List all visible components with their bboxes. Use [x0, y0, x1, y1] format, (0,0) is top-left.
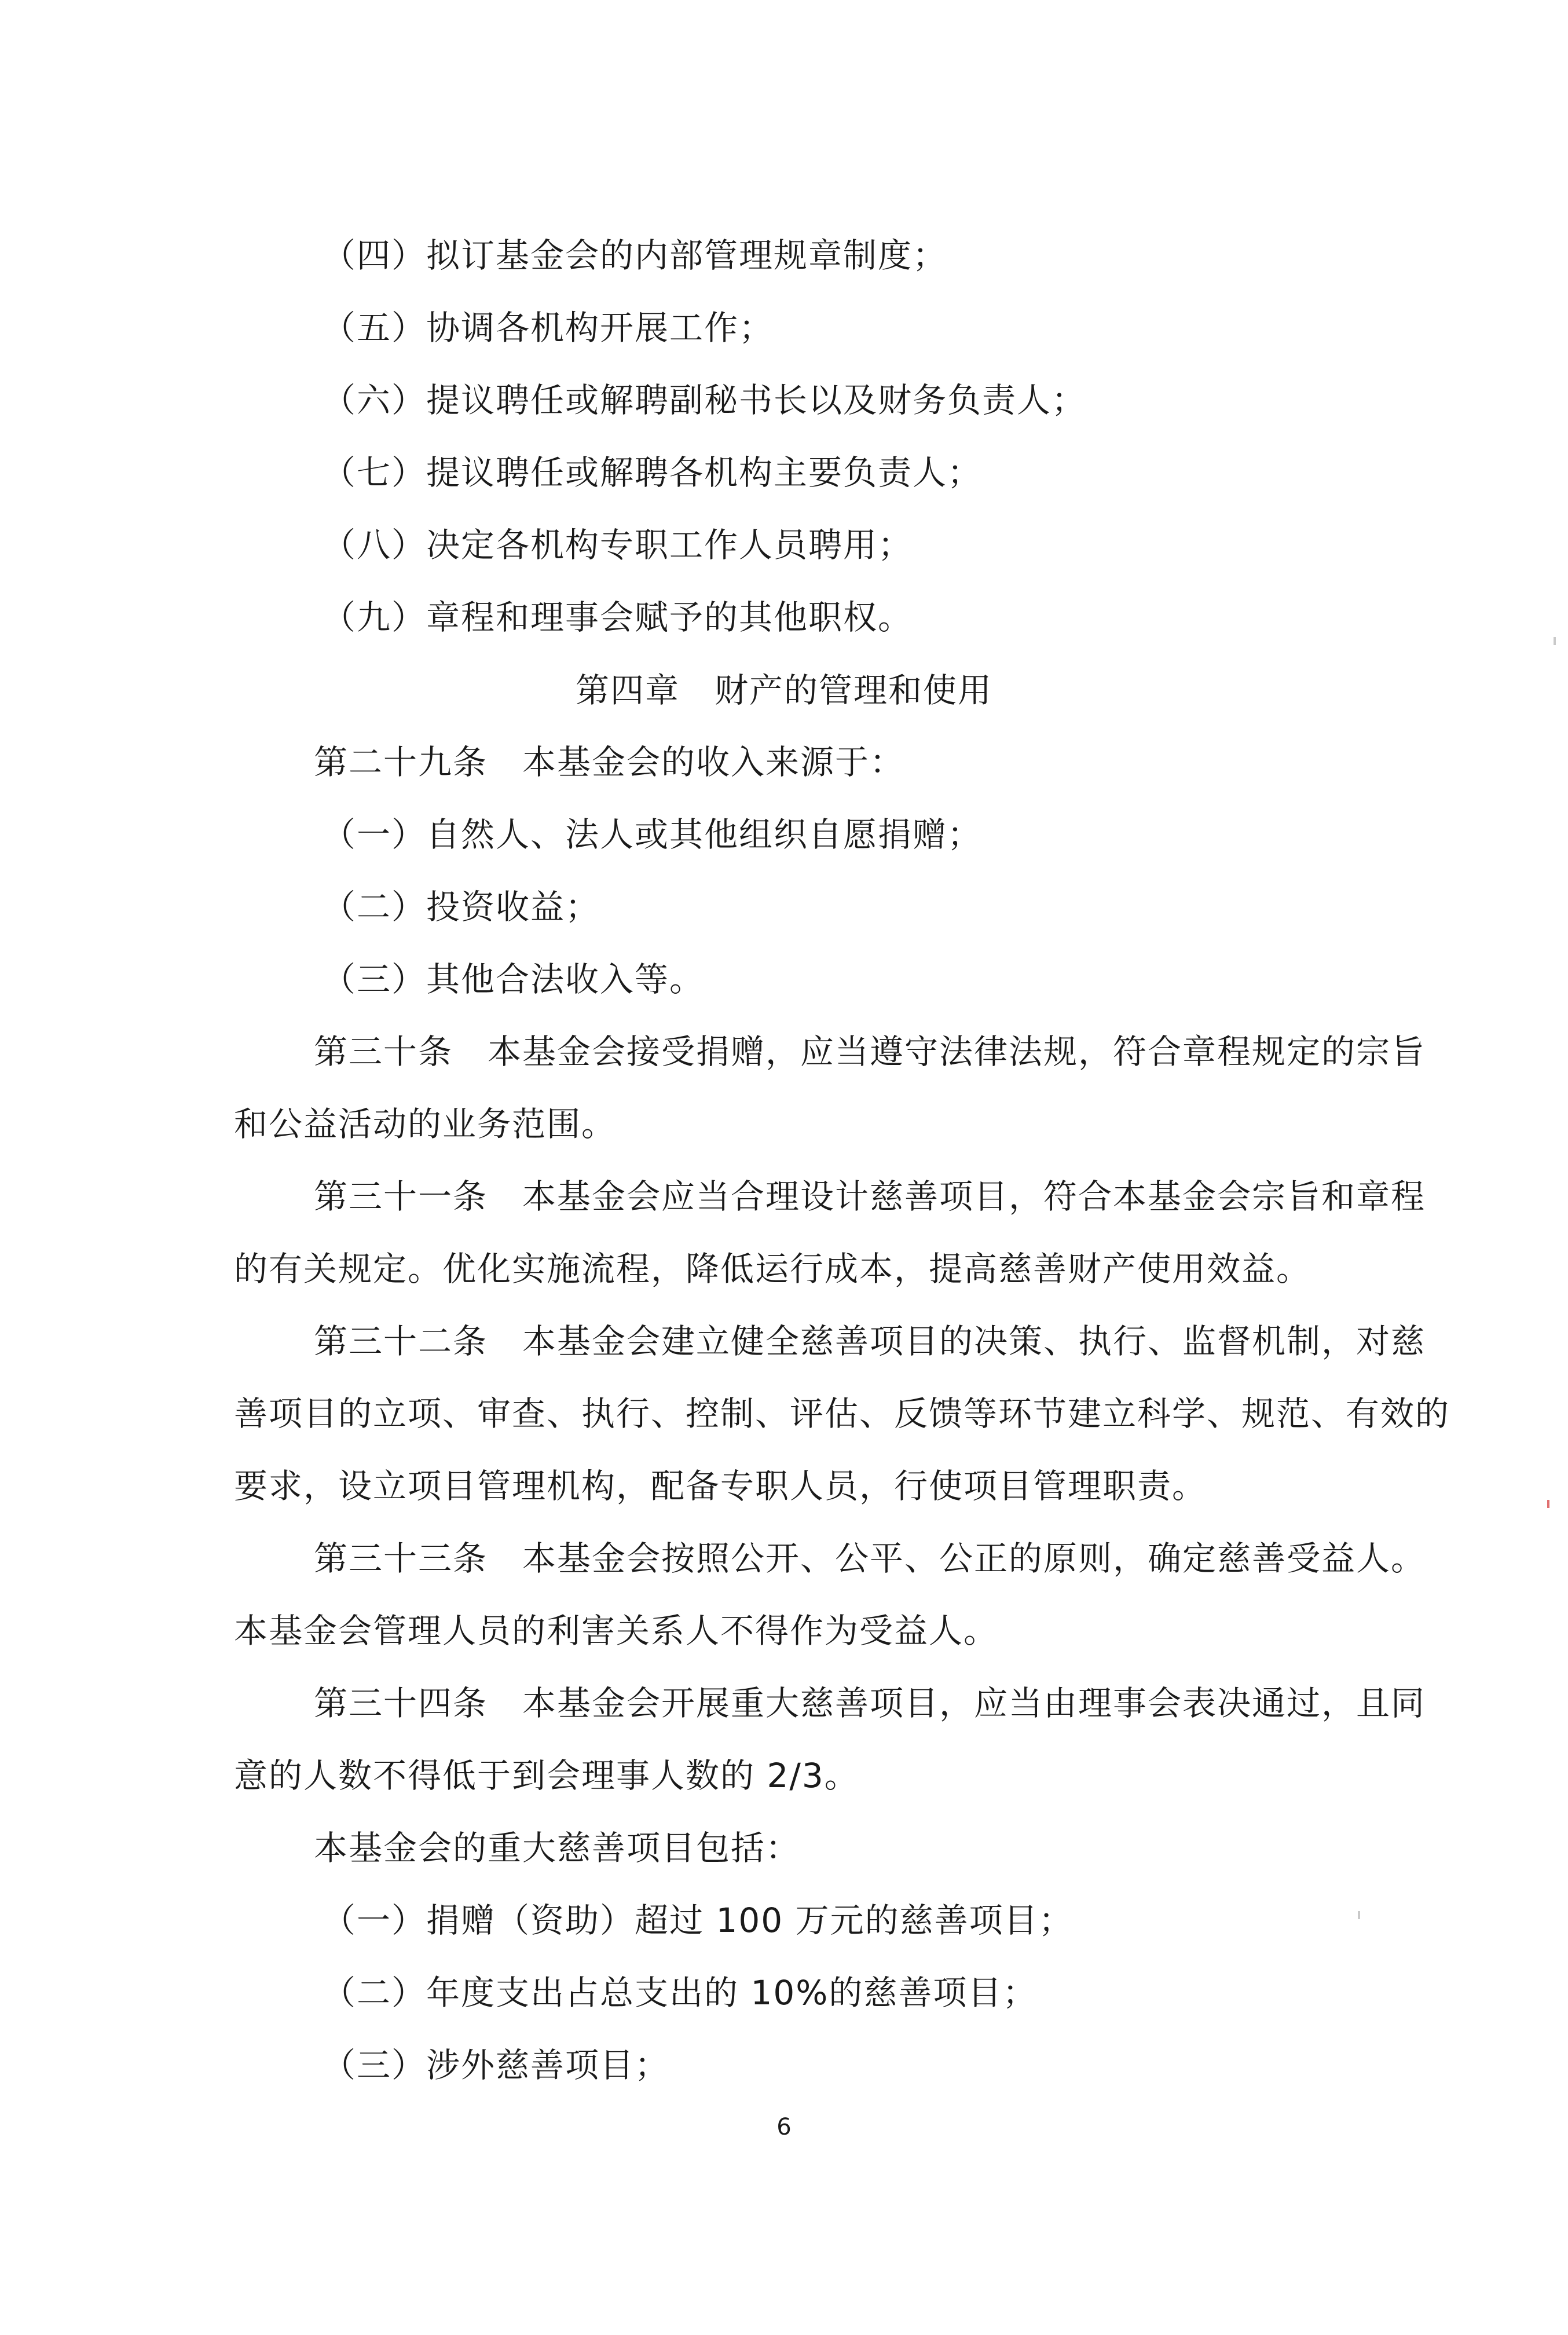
article-34-line-1: 第三十四条 本基金会开展重大慈善项目，应当由理事会表决通过，且同 — [314, 1683, 1426, 1723]
major-projects-intro: 本基金会的重大慈善项目包括： — [314, 1828, 801, 1868]
article-31-line-1: 第三十一条 本基金会应当合理设计慈善项目，符合本基金会宗旨和章程 — [314, 1177, 1426, 1216]
income-item-1: （一）自然人、法人或其他组织自愿捐赠； — [322, 815, 983, 854]
article-30-line-2: 和公益活动的业务范围。 — [234, 1104, 617, 1144]
major-project-item-2: （二）年度支出占总支出的 10%的慈善项目； — [322, 1973, 1038, 2012]
list-item-5: （五）协调各机构开展工作； — [322, 308, 774, 347]
list-item-8: （八）决定各机构专职工作人员聘用； — [322, 525, 913, 565]
article-33-line-1: 第三十三条 本基金会按照公开、公平、公正的原则，确定慈善受益人。 — [314, 1539, 1426, 1578]
income-item-2: （二）投资收益； — [322, 887, 600, 927]
article-32-line-1: 第三十二条 本基金会建立健全慈善项目的决策、执行、监督机制，对慈 — [314, 1322, 1426, 1361]
article-32-line-3: 要求，设立项目管理机构，配备专职人员，行使项目管理职责。 — [234, 1466, 1207, 1506]
list-item-4: （四）拟订基金会的内部管理规章制度； — [322, 236, 948, 275]
major-project-item-3: （三）涉外慈善项目； — [322, 2045, 670, 2085]
list-item-9: （九）章程和理事会赋予的其他职权。 — [322, 598, 913, 637]
article-29-heading: 第二十九条 本基金会的收入来源于： — [314, 742, 905, 782]
chapter-heading: 第四章 财产的管理和使用 — [575, 671, 992, 710]
page-number: 6 — [776, 2114, 792, 2140]
article-34-line-2: 意的人数不得低于到会理事人数的 2/3。 — [234, 1756, 859, 1795]
article-31-line-2: 的有关规定。优化实施流程，降低运行成本，提高慈善财产使用效益。 — [234, 1249, 1311, 1289]
article-30-line-1: 第三十条 本基金会接受捐赠，应当遵守法律法规，符合章程规定的宗旨 — [314, 1032, 1426, 1071]
income-item-3: （三）其他合法收入等。 — [322, 960, 705, 999]
scan-speck — [1358, 1911, 1360, 1919]
list-item-7: （七）提议聘任或解聘各机构主要负责人； — [322, 453, 983, 492]
scan-speck — [1554, 637, 1556, 645]
article-32-line-2: 善项目的立项、审查、执行、控制、评估、反馈等环节建立科学、规范、有效的 — [234, 1394, 1450, 1433]
major-project-item-1: （一）捐赠（资助）超过 100 万元的慈善项目； — [322, 1901, 1074, 1940]
list-item-6: （六）提议聘任或解聘副秘书长以及财务负责人； — [322, 380, 1087, 420]
article-33-line-2: 本基金会管理人员的利害关系人不得作为受益人。 — [234, 1611, 999, 1650]
scan-speck — [1547, 1500, 1549, 1508]
